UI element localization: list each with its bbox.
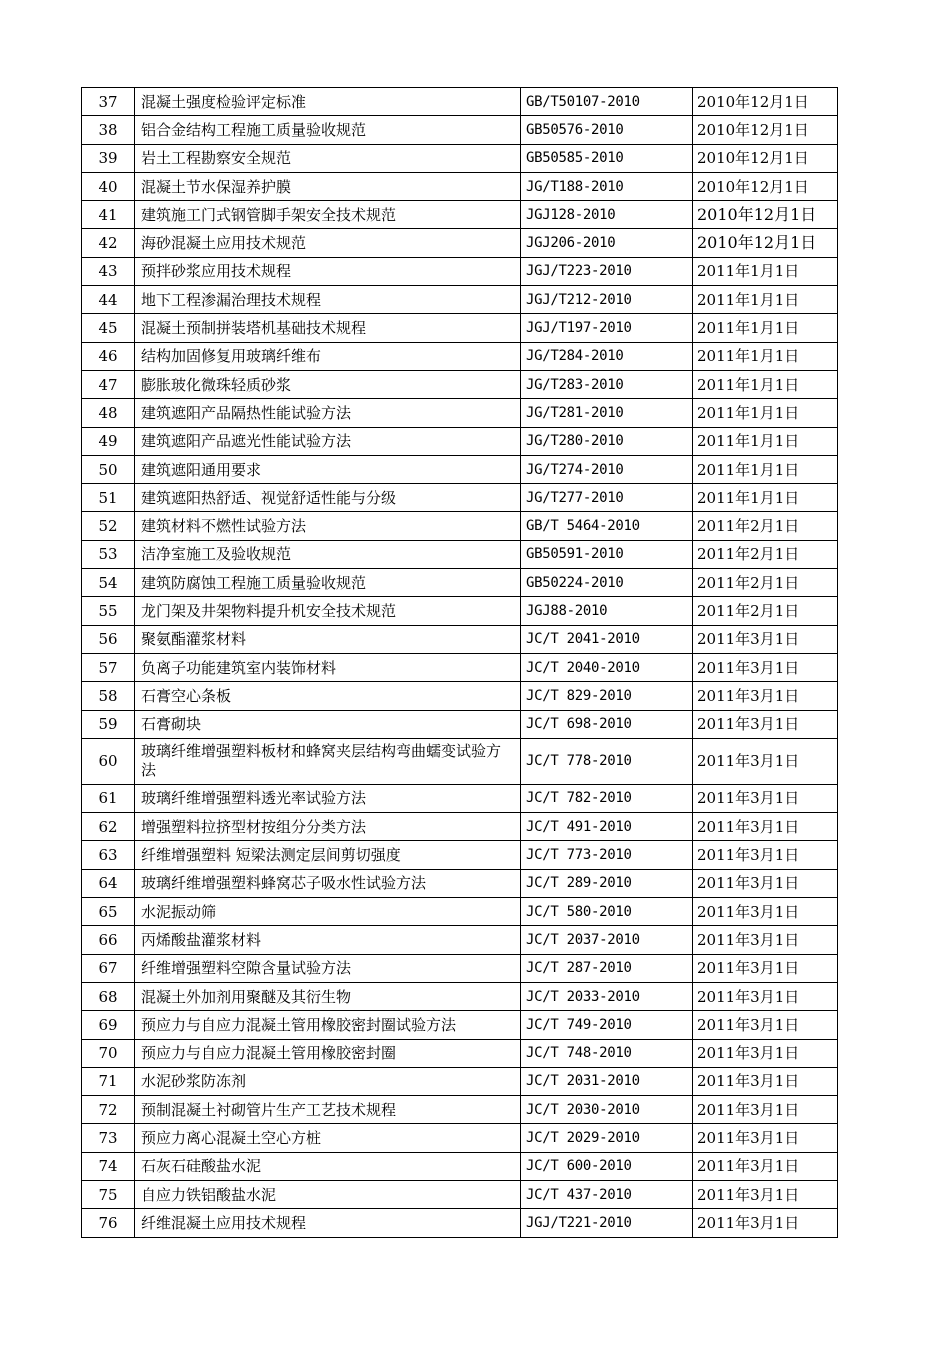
row-number-cell: 43	[82, 257, 135, 285]
standard-code-cell: JGJ/T197-2010	[521, 314, 693, 342]
row-number-cell: 52	[82, 512, 135, 540]
effective-date-cell: 2011年1月1日	[693, 342, 838, 370]
effective-date-cell: 2011年1月1日	[693, 314, 838, 342]
row-number-cell: 70	[82, 1039, 135, 1067]
row-number-cell: 45	[82, 314, 135, 342]
row-number-cell: 69	[82, 1011, 135, 1039]
standard-name-cell: 预拌砂浆应用技术规程	[135, 257, 521, 285]
standard-code-cell: JC/T 698-2010	[521, 710, 693, 738]
effective-date-cell: 2011年3月1日	[693, 1011, 838, 1039]
row-number-cell: 40	[82, 172, 135, 200]
standard-name-cell: 石灰石硅酸盐水泥	[135, 1152, 521, 1180]
effective-date-cell: 2010年12月1日	[693, 88, 838, 116]
effective-date-cell: 2011年2月1日	[693, 540, 838, 568]
effective-date-cell: 2011年3月1日	[693, 1067, 838, 1095]
standard-code-cell: JG/T280-2010	[521, 427, 693, 455]
standard-name-cell: 纤维混凝土应用技术规程	[135, 1209, 521, 1237]
row-number-cell: 65	[82, 898, 135, 926]
row-number-cell: 42	[82, 229, 135, 257]
standard-name-cell: 建筑遮阳通用要求	[135, 455, 521, 483]
standard-code-cell: JC/T 748-2010	[521, 1039, 693, 1067]
table-row	[82, 869, 838, 897]
table-row	[82, 484, 838, 512]
effective-date-cell: 2011年3月1日	[693, 710, 838, 738]
table-row	[82, 1039, 838, 1067]
row-number-cell: 63	[82, 841, 135, 869]
standard-name-cell: 石膏砌块	[135, 710, 521, 738]
standard-code-cell: JC/T 778-2010	[521, 738, 693, 784]
standard-name-cell: 海砂混凝土应用技术规范	[135, 229, 521, 257]
standard-name-cell: 岩土工程勘察安全规范	[135, 144, 521, 172]
standard-name-cell: 水泥砂浆防冻剂	[135, 1067, 521, 1095]
standard-name-cell: 混凝土节水保湿养护膜	[135, 172, 521, 200]
effective-date-cell: 2011年3月1日	[693, 982, 838, 1010]
effective-date-cell: 2010年12月1日	[693, 116, 838, 144]
standard-name-cell: 结构加固修复用玻璃纤维布	[135, 342, 521, 370]
standard-name-cell: 玻璃纤维增强塑料透光率试验方法	[135, 784, 521, 812]
table-row	[82, 1067, 838, 1095]
standard-name-cell: 聚氨酯灌浆材料	[135, 625, 521, 653]
standard-code-cell: JG/T188-2010	[521, 172, 693, 200]
row-number-cell: 50	[82, 455, 135, 483]
effective-date-cell: 2010年12月1日	[693, 172, 838, 200]
row-number-cell: 71	[82, 1067, 135, 1095]
table-row	[82, 653, 838, 681]
table-row	[82, 342, 838, 370]
table-row	[82, 1180, 838, 1208]
row-number-cell: 64	[82, 869, 135, 897]
table-row	[82, 625, 838, 653]
standard-name-cell: 预应力与自应力混凝土管用橡胶密封圈	[135, 1039, 521, 1067]
standard-name-cell: 纤维增强塑料 短梁法测定层间剪切强度	[135, 841, 521, 869]
table-row	[82, 682, 838, 710]
standard-name-cell: 混凝土外加剂用聚醚及其衍生物	[135, 982, 521, 1010]
row-number-cell: 47	[82, 370, 135, 398]
standard-code-cell: JC/T 437-2010	[521, 1180, 693, 1208]
standard-name-cell: 负离子功能建筑室内装饰材料	[135, 653, 521, 681]
standard-code-cell: JC/T 749-2010	[521, 1011, 693, 1039]
standard-code-cell: JC/T 287-2010	[521, 954, 693, 982]
standards-table	[81, 87, 838, 1238]
row-number-cell: 44	[82, 286, 135, 314]
standard-code-cell: JGJ/T221-2010	[521, 1209, 693, 1237]
effective-date-cell: 2011年3月1日	[693, 784, 838, 812]
standard-name-cell: 龙门架及井架物料提升机安全技术规范	[135, 597, 521, 625]
row-number-cell: 51	[82, 484, 135, 512]
effective-date-cell: 2010年12月1日	[693, 201, 838, 229]
table-row	[82, 88, 838, 116]
standard-code-cell: JGJ88-2010	[521, 597, 693, 625]
effective-date-cell: 2011年1月1日	[693, 455, 838, 483]
effective-date-cell: 2011年3月1日	[693, 653, 838, 681]
standard-name-cell: 丙烯酸盐灌浆材料	[135, 926, 521, 954]
effective-date-cell: 2011年1月1日	[693, 399, 838, 427]
effective-date-cell: 2011年2月1日	[693, 569, 838, 597]
standard-name-cell: 水泥振动筛	[135, 898, 521, 926]
standard-name-cell: 建筑材料不燃性试验方法	[135, 512, 521, 540]
standard-code-cell: JC/T 491-2010	[521, 813, 693, 841]
effective-date-cell: 2011年1月1日	[693, 484, 838, 512]
row-number-cell: 73	[82, 1124, 135, 1152]
row-number-cell: 37	[82, 88, 135, 116]
row-number-cell: 60	[82, 738, 135, 784]
table-row	[82, 257, 838, 285]
standard-code-cell: GB50224-2010	[521, 569, 693, 597]
effective-date-cell: 2011年1月1日	[693, 286, 838, 314]
effective-date-cell: 2011年3月1日	[693, 1152, 838, 1180]
standard-name-cell: 洁净室施工及验收规范	[135, 540, 521, 568]
standard-code-cell: JC/T 2040-2010	[521, 653, 693, 681]
standard-name-cell: 预应力离心混凝土空心方桩	[135, 1124, 521, 1152]
effective-date-cell: 2011年3月1日	[693, 954, 838, 982]
row-number-cell: 53	[82, 540, 135, 568]
standard-code-cell: JGJ/T223-2010	[521, 257, 693, 285]
standard-code-cell: GB50591-2010	[521, 540, 693, 568]
table-row	[82, 540, 838, 568]
row-number-cell: 66	[82, 926, 135, 954]
table-row	[82, 512, 838, 540]
row-number-cell: 68	[82, 982, 135, 1010]
row-number-cell: 59	[82, 710, 135, 738]
effective-date-cell: 2010年12月1日	[693, 144, 838, 172]
standard-code-cell: JC/T 2030-2010	[521, 1096, 693, 1124]
standard-code-cell: JC/T 773-2010	[521, 841, 693, 869]
row-number-cell: 75	[82, 1180, 135, 1208]
standard-name-cell: 预制混凝土衬砌管片生产工艺技术规程	[135, 1096, 521, 1124]
table-row	[82, 841, 838, 869]
table-row	[82, 229, 838, 257]
standard-name-cell: 自应力铁铝酸盐水泥	[135, 1180, 521, 1208]
table-row	[82, 982, 838, 1010]
table-row	[82, 898, 838, 926]
standard-name-cell: 玻璃纤维增强塑料板材和蜂窝夹层结构弯曲蠕变试验方法	[135, 738, 521, 784]
table-row	[82, 1011, 838, 1039]
table-row	[82, 1124, 838, 1152]
standard-code-cell: JC/T 600-2010	[521, 1152, 693, 1180]
effective-date-cell: 2011年2月1日	[693, 597, 838, 625]
row-number-cell: 74	[82, 1152, 135, 1180]
standard-name-cell: 纤维增强塑料空隙含量试验方法	[135, 954, 521, 982]
table-row	[82, 569, 838, 597]
effective-date-cell: 2011年2月1日	[693, 512, 838, 540]
effective-date-cell: 2011年3月1日	[693, 926, 838, 954]
standard-code-cell: JC/T 829-2010	[521, 682, 693, 710]
table-row	[82, 597, 838, 625]
table-row	[82, 738, 838, 784]
standard-code-cell: JC/T 289-2010	[521, 869, 693, 897]
row-number-cell: 41	[82, 201, 135, 229]
row-number-cell: 55	[82, 597, 135, 625]
standard-name-cell: 地下工程渗漏治理技术规程	[135, 286, 521, 314]
row-number-cell: 61	[82, 784, 135, 812]
table-row	[82, 286, 838, 314]
standard-name-cell: 建筑遮阳热舒适、视觉舒适性能与分级	[135, 484, 521, 512]
table-row	[82, 1152, 838, 1180]
effective-date-cell: 2011年3月1日	[693, 898, 838, 926]
effective-date-cell: 2011年3月1日	[693, 813, 838, 841]
effective-date-cell: 2011年3月1日	[693, 682, 838, 710]
standard-name-cell: 膨胀玻化微珠轻质砂浆	[135, 370, 521, 398]
standard-name-cell: 混凝土强度检验评定标准	[135, 88, 521, 116]
table-row	[82, 399, 838, 427]
table-row	[82, 172, 838, 200]
standard-code-cell: JC/T 2033-2010	[521, 982, 693, 1010]
row-number-cell: 56	[82, 625, 135, 653]
standard-code-cell: JG/T277-2010	[521, 484, 693, 512]
effective-date-cell: 2010年12月1日	[693, 229, 838, 257]
standard-name-cell: 铝合金结构工程施工质量验收规范	[135, 116, 521, 144]
standard-name-cell: 建筑遮阳产品隔热性能试验方法	[135, 399, 521, 427]
standard-name-cell: 增强塑料拉挤型材按组分分类方法	[135, 813, 521, 841]
standard-code-cell: JC/T 2031-2010	[521, 1067, 693, 1095]
row-number-cell: 48	[82, 399, 135, 427]
effective-date-cell: 2011年3月1日	[693, 625, 838, 653]
standard-code-cell: JGJ206-2010	[521, 229, 693, 257]
standard-code-cell: JC/T 580-2010	[521, 898, 693, 926]
standard-code-cell: JGJ128-2010	[521, 201, 693, 229]
standard-name-cell: 建筑施工门式钢管脚手架安全技术规范	[135, 201, 521, 229]
standard-name-cell: 建筑防腐蚀工程施工质量验收规范	[135, 569, 521, 597]
standard-code-cell: JG/T284-2010	[521, 342, 693, 370]
table-row	[82, 1096, 838, 1124]
table-row	[82, 926, 838, 954]
standards-table-body	[82, 88, 838, 1238]
standard-code-cell: GB50585-2010	[521, 144, 693, 172]
table-row	[82, 455, 838, 483]
table-row	[82, 144, 838, 172]
effective-date-cell: 2011年3月1日	[693, 1180, 838, 1208]
effective-date-cell: 2011年1月1日	[693, 257, 838, 285]
effective-date-cell: 2011年3月1日	[693, 738, 838, 784]
effective-date-cell: 2011年3月1日	[693, 1124, 838, 1152]
standard-name-cell: 石膏空心条板	[135, 682, 521, 710]
effective-date-cell: 2011年3月1日	[693, 1209, 838, 1237]
table-row	[82, 710, 838, 738]
standard-code-cell: JG/T283-2010	[521, 370, 693, 398]
table-row	[82, 813, 838, 841]
row-number-cell: 57	[82, 653, 135, 681]
effective-date-cell: 2011年1月1日	[693, 370, 838, 398]
effective-date-cell: 2011年3月1日	[693, 1039, 838, 1067]
table-row	[82, 784, 838, 812]
effective-date-cell: 2011年3月1日	[693, 869, 838, 897]
standard-name-cell: 玻璃纤维增强塑料蜂窝芯子吸水性试验方法	[135, 869, 521, 897]
standard-code-cell: GB50576-2010	[521, 116, 693, 144]
table-row	[82, 314, 838, 342]
standard-code-cell: JG/T274-2010	[521, 455, 693, 483]
effective-date-cell: 2011年3月1日	[693, 841, 838, 869]
standard-name-cell: 预应力与自应力混凝土管用橡胶密封圈试验方法	[135, 1011, 521, 1039]
row-number-cell: 76	[82, 1209, 135, 1237]
standard-code-cell: JGJ/T212-2010	[521, 286, 693, 314]
table-row	[82, 201, 838, 229]
standard-name-cell: 混凝土预制拼装塔机基础技术规程	[135, 314, 521, 342]
standard-code-cell: JC/T 2029-2010	[521, 1124, 693, 1152]
row-number-cell: 54	[82, 569, 135, 597]
standard-code-cell: JC/T 2041-2010	[521, 625, 693, 653]
table-row	[82, 116, 838, 144]
table-row	[82, 427, 838, 455]
row-number-cell: 58	[82, 682, 135, 710]
standard-code-cell: GB/T 5464-2010	[521, 512, 693, 540]
row-number-cell: 67	[82, 954, 135, 982]
row-number-cell: 38	[82, 116, 135, 144]
row-number-cell: 72	[82, 1096, 135, 1124]
standard-code-cell: JC/T 782-2010	[521, 784, 693, 812]
table-row	[82, 954, 838, 982]
effective-date-cell: 2011年1月1日	[693, 427, 838, 455]
standard-code-cell: JC/T 2037-2010	[521, 926, 693, 954]
standard-code-cell: JG/T281-2010	[521, 399, 693, 427]
standard-code-cell: GB/T50107-2010	[521, 88, 693, 116]
standard-name-cell: 建筑遮阳产品遮光性能试验方法	[135, 427, 521, 455]
row-number-cell: 62	[82, 813, 135, 841]
table-row	[82, 370, 838, 398]
row-number-cell: 49	[82, 427, 135, 455]
row-number-cell: 46	[82, 342, 135, 370]
table-row	[82, 1209, 838, 1237]
effective-date-cell: 2011年3月1日	[693, 1096, 838, 1124]
row-number-cell: 39	[82, 144, 135, 172]
